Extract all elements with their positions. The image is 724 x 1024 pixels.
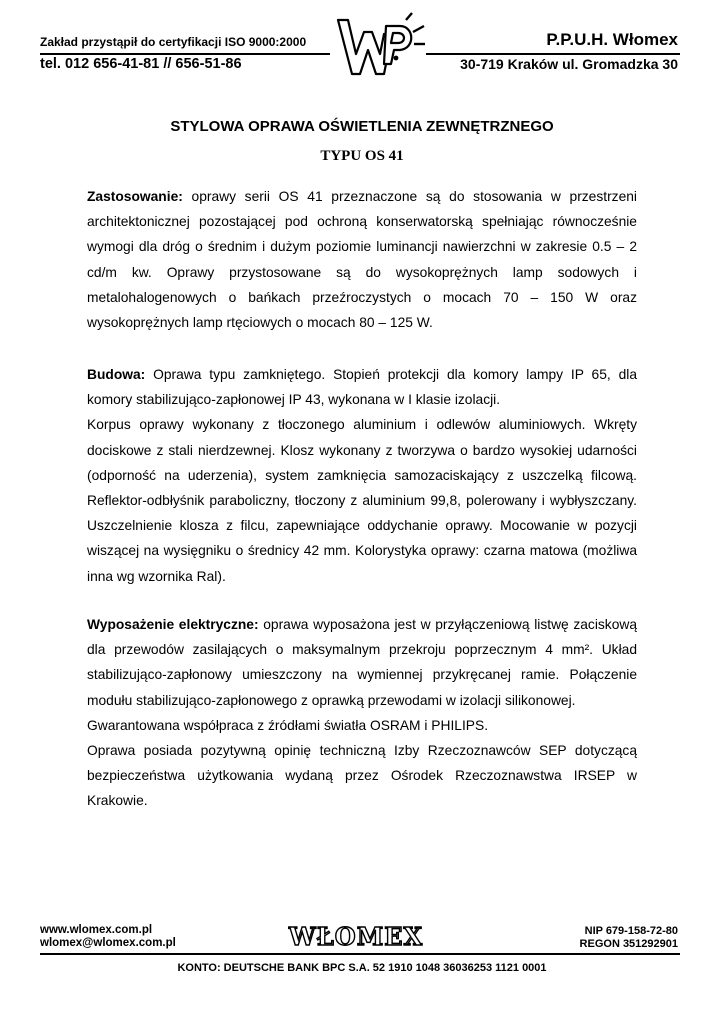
budowa-label: Budowa:: [87, 367, 146, 382]
wp-logo-icon: [334, 12, 426, 84]
company-address: 30-719 Kraków ul. Gromadzka 30: [460, 56, 678, 72]
footer-bank-account: KONTO: DEUTSCHE BANK BPC S.A. 52 1910 1048 36036253 1121 0001: [177, 962, 547, 974]
footer-regon: REGON 351292901: [579, 938, 678, 950]
certification-note: Zakład przystąpił do certyfikacji ISO 9000:2000: [40, 35, 307, 49]
document-title: STYLOWA OPRAWA OŚWIETLENIA ZEWNĘTRZNEGO: [170, 118, 554, 135]
company-name: P.P.U.H. Włomex: [546, 30, 678, 49]
footer-website: www.wlomex.com.pl: [40, 924, 153, 936]
header-rule-left: [40, 53, 330, 55]
budowa-paragraph-1: [87, 362, 637, 412]
zastosowanie-label: Zastosowanie:: [87, 189, 183, 204]
section-budowa: [87, 362, 637, 589]
header-rule-right: [426, 53, 680, 55]
zastosowanie-text: oprawy serii OS 41 przeznaczone są do stosowania w przestrzeni architektonicznej pozostającej pod ochroną konserwatorską spełniając równocześnie wymogi dla dróg o średnim i dużym poziomie luminancji nawierzchni w zakresie 0.5 – 2 cd/m kw. Oprawy przystosowane są do wysokoprężnych lamp sodowych i metalohalogenowych o bańkach przeźroczystych o mocach 70 – 150 W oraz wysokoprężnych lamp rtęciowych o mocach 80 – 125 W.: [87, 189, 637, 331]
wyposazenie-text-1: oprawa wyposażona jest w przyłączeniową listwę zaciskową dla przewodów zasilających o maksymalnym przekroju poprzecznym 4 mm². Układ stabilizująco-zapłonowy umieszczony na wymiennej przykręcanej ramie. Połączenie modułu stabilizująco-zapłonowego z oprawką przewodami w izolacji silikonowej.: [87, 617, 637, 708]
footer-nip: NIP 679-158-72-80: [584, 925, 678, 937]
budowa-paragraph-2: Korpus oprawy wykonany z tłoczonego aluminium i odlewów aluminiowych. Wkręty dociskowe z stali nierdzewnej. Klosz wykonany z tworzywa o bardzo wysokiej udarności (odporność na uderzenia), system zamknięcia samozaciskający z uszczelką filcową. Reflektor-odbłyśnik paraboliczny, tłoczony z aluminium 99,8, polerowany i wybłyszczany. Uszczelnienie klosza z filcu, zapewniające oddychanie oprawy. Mocowanie w pozycji wiszącej na wysięgniku o średnicy 42 mm. Kolorystyka oprawy: czarna matowa (możliwa inna wg wzornika Ral).: [87, 417, 637, 584]
footer-rule: [40, 953, 680, 955]
budowa-text-1: Oprawa typu zamkniętego. Stopień protekcji dla komory lampy IP 65, dla komory stabilizująco-zapłonowej IP 43, wykonana w I klasie izolacji.: [87, 367, 637, 408]
document-subtitle: TYPU OS 41: [320, 148, 404, 164]
wyposazenie-paragraph-2: Gwarantowana współpraca z źródłami światła OSRAM i PHILIPS.: [87, 717, 489, 733]
section-zastosowanie: [87, 184, 637, 335]
wyposazenie-paragraph-3: Oprawa posiada pozytywną opinię techniczną Izby Rzeczoznawców SEP dotyczącą bezpieczeństwa użytkowania wydaną przez Ośrodek Rzeczoznawstwa IRSEP w Krakowie.: [87, 743, 637, 809]
zastosowanie-paragraph: [87, 184, 637, 335]
wlomex-wordmark-text: WŁOMEX: [288, 922, 424, 951]
section-wyposazenie: [87, 612, 637, 814]
footer-email: wlomex@wlomex.com.pl: [40, 937, 176, 949]
wyposazenie-label: Wyposażenie elektryczne:: [87, 617, 259, 632]
phone-numbers: tel. 012 656-41-81 // 656-51-86: [40, 56, 242, 72]
wlomex-wordmark-icon: [288, 921, 424, 951]
wyposazenie-paragraph-1: [87, 612, 637, 713]
